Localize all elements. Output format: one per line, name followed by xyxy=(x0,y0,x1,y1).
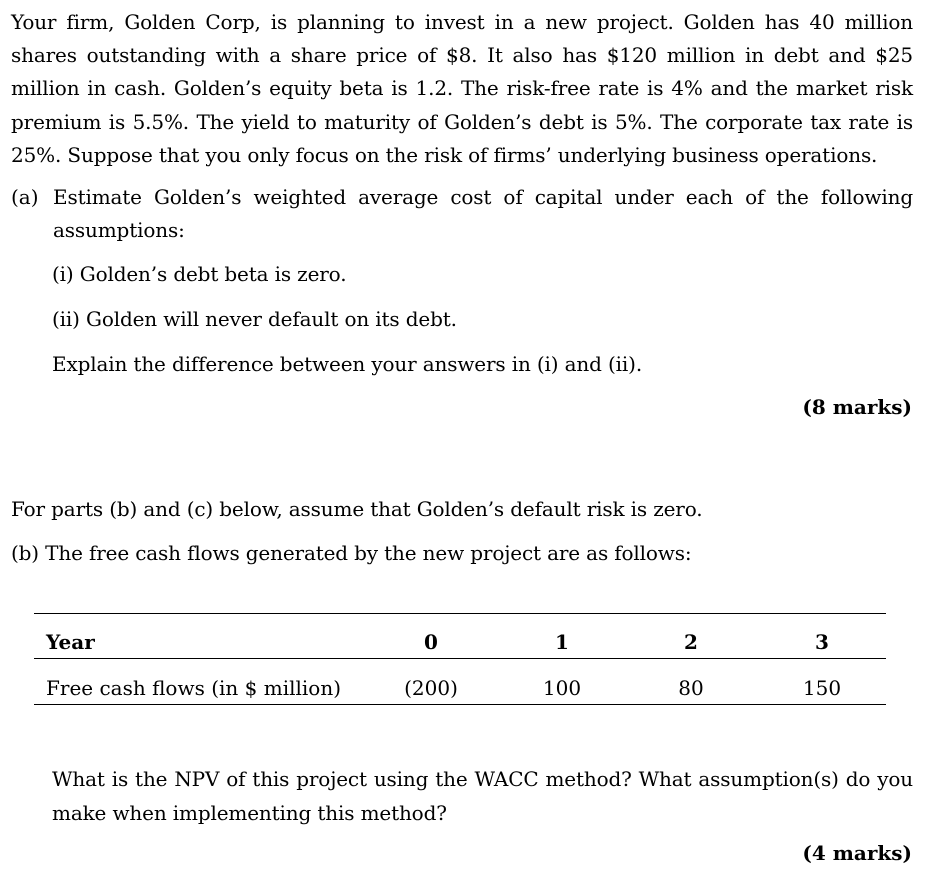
cash-flow-year-3: 150 xyxy=(802,676,842,700)
part-a-explain: Explain the difference between your answers in (i) and (ii). xyxy=(52,352,643,376)
part-b-marks: (4 marks) xyxy=(802,841,912,865)
year-3-header: 3 xyxy=(815,630,829,654)
problem-intro: Your firm, Golden Corp, is planning to invest in a new project. Golden has 40 million shares outstanding with a share price of $8. It also has $120 million in debt and $25 million in cash. Golden’s equity beta is 1.2. The risk-free rate is 4% and the market risk premium is 5.5%. The yield to maturity of Golden’s debt is 5%. The corporate tax rate is 25%. Suppose that you only focus on the risk of firms’ underlying business operations. xyxy=(11,10,913,167)
table-bottom-rule xyxy=(34,704,886,705)
cash-flow-year-2: 80 xyxy=(678,676,704,700)
year-2-header: 2 xyxy=(684,630,698,654)
part-a-marks: (8 marks) xyxy=(802,395,912,419)
table-row-label: Free cash flows (in $ million) xyxy=(46,676,342,700)
table-header-rule xyxy=(34,658,886,659)
part-a-item-i: (i) Golden’s debt beta is zero. xyxy=(52,262,347,286)
table-top-rule xyxy=(34,613,886,614)
year-1-header: 1 xyxy=(555,630,569,654)
table-header-label: Year xyxy=(46,630,95,654)
parts-bc-note: For parts (b) and (c) below, assume that Golden’s default risk is zero. xyxy=(11,497,703,521)
part-a-question xyxy=(11,181,913,246)
part-a-label: (a) xyxy=(11,185,39,209)
year-0-header: 0 xyxy=(424,630,438,654)
part-a-item-ii: (ii) Golden will never default on its debt. xyxy=(52,307,457,331)
part-b-intro: (b) The free cash flows generated by the new project are as follows: xyxy=(11,541,692,565)
part-b-question: What is the NPV of this project using the WACC method? What assumption(s) do you make when implementing this method? xyxy=(52,767,913,825)
part-a-text: Estimate Golden’s weighted average cost of capital under each of the following assumptions: xyxy=(53,185,913,242)
cash-flow-year-1: 100 xyxy=(542,676,582,700)
cash-flow-year-0: (200) xyxy=(404,676,458,700)
